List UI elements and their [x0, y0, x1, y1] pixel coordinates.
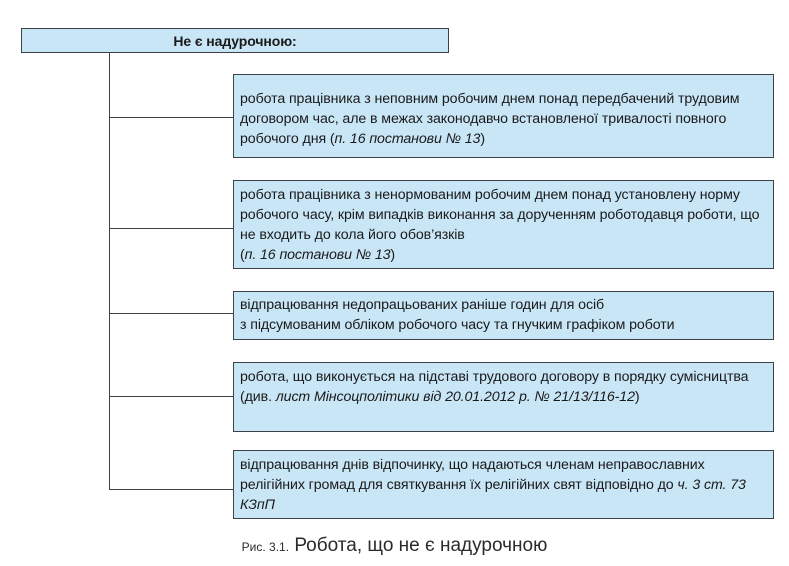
branch-line-2	[109, 228, 233, 229]
branch-line-4	[109, 396, 233, 397]
header-title: Не є надурочною:	[173, 33, 297, 49]
item-2-text: робота працівника з ненормованим робочим днем понад установлену норму робочого часу, крім випадків виконання за дорученням роботодавця роботи, що не входить до кола його обов’язків	[240, 187, 760, 243]
branch-line-1	[109, 117, 233, 118]
item-2-tail: )	[390, 247, 396, 263]
branch-line-3	[109, 313, 233, 314]
caption-number: Рис. 3.1.	[241, 540, 290, 554]
item-1-tail: )	[480, 131, 485, 147]
item-4-ref: лист Мінсоцполітики від 20.01.2012 р. № 21/13/116-12	[275, 389, 635, 405]
item-4-text: робота, що виконується на підставі трудового договору в порядку сумісництва (див.	[240, 369, 749, 405]
item-1-text: робота працівника з неповним робочим днем понад передбачений трудовим договором час, але в межах законодавчо встановленої тривалості повного робочого дня (	[240, 91, 740, 147]
item-box-1	[233, 74, 774, 158]
item-1-ref: п. 16 постанови № 13	[334, 131, 481, 147]
figure-caption	[0, 535, 789, 557]
item-3-line2: з підсумованим обліком робочого часу та гнучким графіком роботи	[240, 317, 675, 333]
item-box-3	[233, 291, 774, 340]
item-5-text: відпрацювання днів відпочинку, що надаються членам неправославних релігійних громад для святкування їх релігійних свят відповідно до	[240, 457, 705, 493]
trunk-line	[109, 53, 110, 490]
item-2-ref-open: (	[240, 247, 245, 263]
diagram-header	[21, 28, 449, 53]
item-2-ref: п. 16 постанови № 13	[244, 247, 391, 263]
item-box-2	[233, 180, 774, 269]
branch-line-5	[109, 489, 233, 490]
caption-title: Робота, що не є надурочною	[294, 535, 548, 556]
item-box-4	[233, 362, 774, 432]
item-5-ref: ч. 3 ст. 73 КЗпП	[240, 477, 746, 513]
item-box-5	[233, 450, 774, 519]
item-3-line1: відпрацювання недопрацьованих раніше годин для осіб	[240, 297, 605, 313]
item-4-tail: )	[634, 389, 640, 405]
